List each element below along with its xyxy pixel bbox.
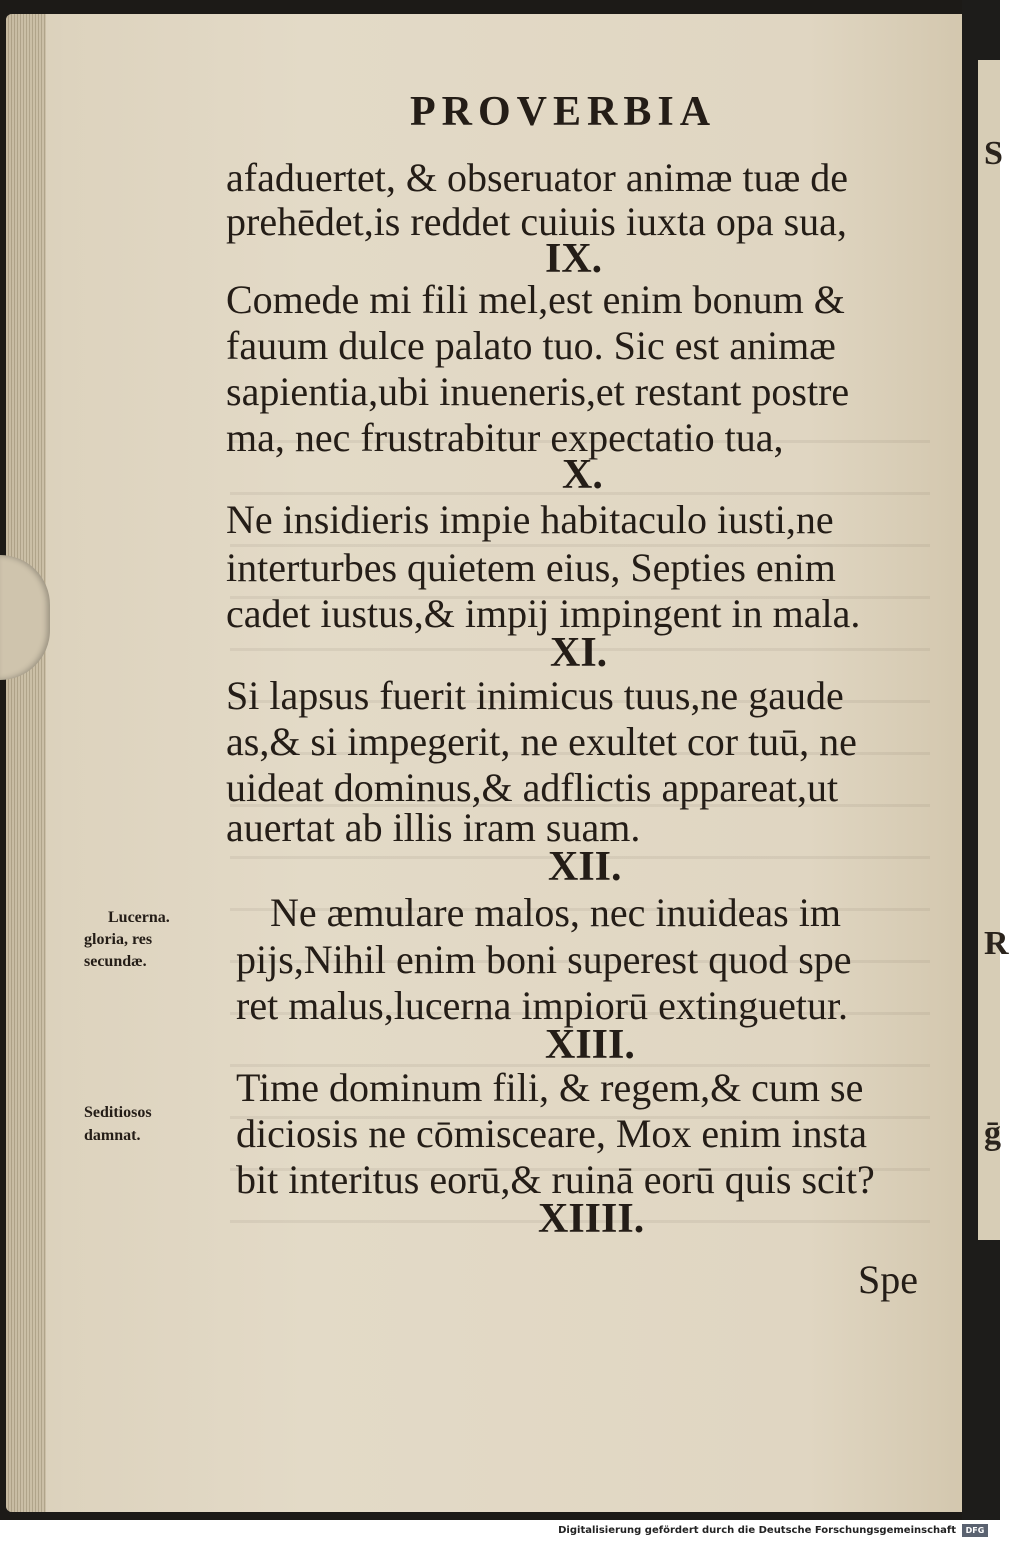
facing-page-letter: S bbox=[984, 135, 1003, 172]
text-line: auertat ab illis iram suam. bbox=[226, 805, 641, 850]
text-line: prehēdet,is reddet cuiuis iuxta opa sua, bbox=[226, 199, 847, 244]
chapter-numeral: X. bbox=[562, 452, 603, 498]
text-line: uideat dominus,& adflictis appareat,ut bbox=[226, 765, 839, 810]
dfg-logo: DFG bbox=[962, 1524, 988, 1537]
chapter-numeral: XIIII. bbox=[538, 1196, 645, 1242]
text-line: Ne insidieris impie habitaculo iusti,ne bbox=[226, 497, 834, 542]
text-line: sapientia,ubi inueneris,et restant postre bbox=[226, 369, 850, 414]
chapter-numeral: XIII. bbox=[545, 1022, 635, 1068]
text-line: Si lapsus fuerit inimicus tuus,ne gaude bbox=[226, 673, 844, 718]
running-title: PROVERBIA bbox=[410, 89, 717, 135]
text-line: diciosis ne cōmisceare, Mox enim insta bbox=[236, 1111, 867, 1156]
text-line: afaduertet, & obseruator animæ tuæ de bbox=[226, 155, 849, 200]
margin-note-line: Lucerna. bbox=[108, 909, 170, 926]
margin-note-line: Seditiosos bbox=[84, 1104, 152, 1121]
text-line: pijs,Nihil enim boni superest quod spe bbox=[236, 937, 852, 982]
facing-page-letter: ḡ bbox=[984, 1115, 1001, 1152]
margin-note-line: damnat. bbox=[84, 1127, 141, 1144]
chapter-numeral: IX. bbox=[545, 236, 603, 282]
text-line: ma, nec frustrabitur expectatio tua, bbox=[226, 415, 784, 460]
page-edges bbox=[6, 14, 46, 1512]
catchword: Spe bbox=[858, 1257, 918, 1302]
text-line: fauum dulce palato tuo. Sic est animæ bbox=[226, 323, 836, 368]
margin-note-line: secundæ. bbox=[84, 953, 147, 970]
footer-bar bbox=[0, 1520, 1000, 1541]
facing-page-letter: R bbox=[984, 925, 1009, 962]
text-line: Ne æmulare malos, nec inuideas im bbox=[270, 890, 841, 935]
facing-page-strip bbox=[978, 60, 1000, 1240]
text-line: bit interitus eorū,& ruinā eorū quis scit? bbox=[236, 1157, 875, 1202]
text-line: Time dominum fili, & regem,& cum se bbox=[236, 1065, 864, 1110]
text-line: ret malus,lucerna impiorū extinguetur. bbox=[236, 983, 849, 1028]
chapter-numeral: XII. bbox=[548, 844, 622, 890]
text-line: cadet iustus,& impij impingent in mala. bbox=[226, 591, 861, 636]
text-line: Comede mi fili mel,est enim bonum & bbox=[226, 277, 845, 322]
text-line: as,& si impegerit, ne exultet cor tuū, ne bbox=[226, 719, 857, 764]
chapter-numeral: XI. bbox=[550, 630, 608, 676]
funding-credit: Digitalisierung gefördert durch die Deutsche Forschungsgemeinschaft bbox=[558, 1525, 956, 1536]
margin-note-line: gloria, res bbox=[84, 931, 153, 948]
text-line: interturbes quietem eius, Septies enim bbox=[226, 545, 836, 590]
